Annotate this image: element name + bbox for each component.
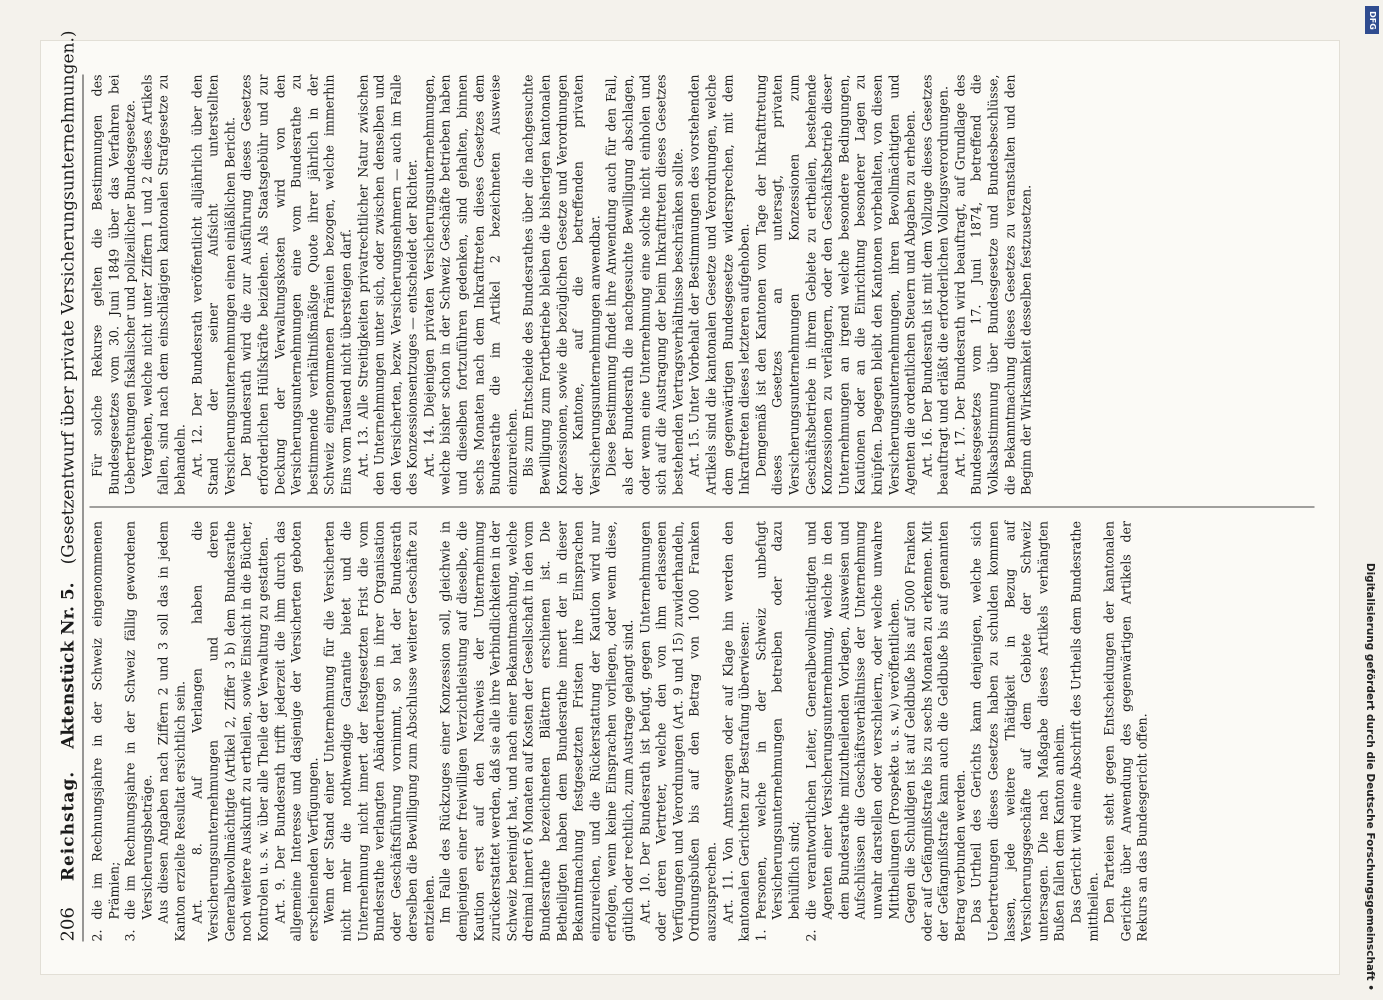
paragraph <box>1102 521 1152 942</box>
right-column <box>90 75 1315 496</box>
paragraph <box>753 521 803 942</box>
text-columns <box>90 75 1315 942</box>
paragraph-text: Vergehen, welche nicht unter Ziffern 1 und 2 dieses Artikels fallen, sind nach dem einschlägigen kantonalen Strafgesetze zu behandeln. <box>139 74 188 495</box>
paragraph <box>952 75 1035 496</box>
paragraph-text: Art. 9. Der Bundesrath trifft jederzeit die ihm durch das allgemeine Interesse und dasjenige der Versicherten geboten erscheinenden Verfügungen. <box>272 521 321 942</box>
digitization-sidebar <box>1359 8 1381 998</box>
paragraph-text: Wenn der Stand einer Unternehmung für die Versicherten nicht mehr die nothwendige Garantie bietet und die Unternehmung nicht innert der festgesetzten Frist die vom Bundesrathe verlangten Abänderungen in ihrer Organisation oder Geschäftsführung vornimmt, so hat der Bundesrath derselben die Bewilligung zum Abschlusse weiterer Geschäfte zu entziehen. <box>321 521 437 942</box>
scanned-page <box>40 30 1340 975</box>
column-divider <box>90 507 1315 508</box>
paragraph-text: Gegen die Schuldigen ist auf Geldbuße bis auf 5000 Franken oder auf Gefängnißstrafe bis zu sechs Monaten zu erkennen. Mit der Gefängnißstrafe kann auch die Geldbuße bis auf genannten Betrag verbunden werden. <box>902 521 968 942</box>
paragraph <box>803 521 903 942</box>
paragraph <box>1069 521 1102 942</box>
paragraph <box>322 521 438 942</box>
paragraph <box>139 75 189 496</box>
paragraph <box>156 521 189 942</box>
paragraph-text: Den Parteien steht gegen Entscheidungen der kantonalen Gerichte über Anwendung des gegenwärtigen Artikels der Rekurs an das Bundesgericht offen. <box>1101 521 1150 942</box>
page-header <box>57 30 84 942</box>
paragraph <box>90 75 140 496</box>
paragraph <box>239 75 355 496</box>
paragraph <box>272 521 322 942</box>
paragraph-text: Bis zum Entscheide des Bundesrathes über die nachgesuchte Bewilligung zum Fortbetriebe bleiben die bisherigen kantonalen Konzessionen, sowie die bezüglichen Gesetze und Verordnungen der Kantone, auf die betreffenden privaten Versicherungsunternehmungen anwendbar. <box>520 74 603 495</box>
digitization-credit: Digitalisierung gefördert durch die Deutsche Forschungsgemeinschaft • <box>1364 562 1376 991</box>
paragraph-text: Art. 12. Der Bundesrath veröffentlicht alljährlich über den Stand der seiner Aufsicht unterstellten Versicherungsunternehmungen einen einläßlichen Bericht. <box>189 74 238 495</box>
paragraph-text: Aus diesen Angaben nach Ziffern 2 und 3 soll das in jedem Kanton erzielte Resultat ersichtlich sein. <box>155 521 188 942</box>
paragraph <box>189 521 272 942</box>
paragraph <box>355 75 421 496</box>
list-number: 2. <box>803 929 819 942</box>
paragraph <box>903 521 969 942</box>
left-column <box>90 521 1315 942</box>
paragraph-text: Demgemäß ist den Kantonen vom Tage der Inkrafttretung dieses Gesetzes an untersagt, privaten Versicherungsunternehmungen Konzessionen zum Geschäftsbetriebe in ihrem Gebiete zu ertheilen, bestehende Konzessionen zu verlängern, oder den Geschäftsbetrieb dieser Unternehmungen an irgend welche besondere Bedingungen, Kautionen oder an die Einrichtung besonderer Lagen zu knüpfen. Dagegen bleibt den Kantonen vorbehalten, von diesen Versicherungsunternehmungen, ihren Bevollmächtigten und Agenten die ordentlichen Steuern und Abgaben zu erheben. <box>753 74 918 495</box>
paragraph <box>189 75 239 496</box>
list-number: 1. <box>753 929 769 942</box>
dfg-logo-text: DFG <box>1367 10 1377 30</box>
rotated-page-content <box>40 30 1340 976</box>
document-number: Aktenstück Nr. 5. <box>58 582 79 749</box>
paragraph-text: die im Rechnungsjahre in der Schweiz fällig gewordenen Versicherungsbeträge. <box>122 521 155 920</box>
list-number: 3. <box>122 929 138 942</box>
paragraph-text: Art. 17. Der Bundesrath wird beauftragt, auf Grundlage des Bundesgesetzes vom 17. Juni 1874, betreffend die Volksabstimmung über Bundesgesetze und Bundesbeschlüsse, die Bekanntmachung dieses Gesetzes zu veranstalten und den Beginn der Wirksamkeit desselben festzusetzen. <box>952 74 1034 495</box>
paragraph <box>637 521 720 942</box>
paragraph-text: Art. 10. Der Bundesrath ist befugt, gegen Unternehmungen oder deren Vertreter, welche den von ihm erlassenen Verfügungen und Verordnungen (Art. 9 und 15) zuwiderhandeln, Ordnungsbußen bis auf den Betrag von 1000 Franken auszusprechen. <box>637 521 719 942</box>
paragraph <box>919 75 952 496</box>
paragraph-text: Für solche Rekurse gelten die Bestimmungen des Bundesgesetzes vom 30. Juni 1849 über das Verfahren bei Uebertretungen fiskalischer und polizeilicher Bundesgesetze. <box>89 74 138 495</box>
paragraph <box>521 75 604 496</box>
paragraph <box>720 521 753 942</box>
paragraph-text: Im Falle des Rückzuges einer Konzession soll, gleichwie in demjenigen einer freiwilligen Verzichtleistung auf dieselbe, die Kaution erst auf den Nachweis der Unternehmung zurückerstattet werden, daß sie alle ihre Verbindlichkeiten in der Schweiz bereinigt hat, und nach einer Bekanntmachung, welche dreimal innert 6 Monaten auf Kosten der Gesellschaft in den vom Bundesrathe bezeichneten Blättern erschienen ist. Die Betheiligten haben dem Bundesrathe innert der in dieser Bekanntmachung festgesetzten Fristen ihre Einsprachen einzureichen, und die Rückerstattung der Kaution wird nur erfolgen, wenn keine Einsprachen vorliegen, oder wenn diese, gütlich oder rechtlich, zum Austrage gelangt sind. <box>437 521 636 942</box>
paragraph <box>90 521 123 942</box>
page-body <box>40 30 1340 976</box>
list-number: 2. <box>89 929 105 942</box>
paragraph-text: Art. 8. Auf Verlangen haben die Versicherungsunternehmungen und deren Generalbevollmächtigte (Artikel 2, Ziffer 3 b) dem Bundesrathe noch weitere Auskunft zu ertheilen, sowie Einsicht in die Bücher, Kontrolen u. s. w. über alle Theile der Verwaltung zu gestatten. <box>189 521 271 942</box>
document-title: (Gesetzentwurf über private Versicherungsunternehmungen.) <box>58 30 79 565</box>
paragraph-text: Personen, welche in der Schweiz unbefugt Versicherungsunternehmungen betreiben oder dazu behülflich sind; <box>753 521 802 920</box>
page-number: 206 <box>57 907 79 942</box>
paragraph-text: Das Gericht wird eine Abschrift des Urtheils dem Bundesrathe mittheilen. <box>1068 521 1101 942</box>
paragraph-text: Das Urtheil des Gerichts kann denjenigen, welche sich Uebertretungen dieses Gesetzes haben zu schulden kommen lassen, jede weitere Thätigkeit in Bezug auf Versicherungsgeschäfte auf dem Gebiete der Schweiz untersagen. Die nach Maßgabe dieses Artikels verhängten Bußen fallen dem Kanton anheim. <box>968 521 1067 942</box>
dfg-logo <box>1365 6 1379 34</box>
paragraph-text: Art. 11. Von Amtswegen oder auf Klage hin werden den kantonalen Gerichten zur Bestrafung überwiesen: <box>720 521 752 942</box>
paragraph-text: Art. 14. Diejenigen privaten Versicherungsunternehmungen, welche bisher schon in der Schweiz Geschäfte betrieben haben und dieselben fortzuführen gedenken, sind gehalten, binnen sechs Monaten nach dem Inkrafttreten dieses Gesetzes dem Bundesrathe die im Artikel 2 bezeichneten Ausweise einzureichen. <box>421 74 520 495</box>
paragraph-text: Der Bundesrath wird die zur Ausführung dieses Gesetzes erforderlichen Hülfskräfte beiziehen. Als Staatsgebühr und zur Deckung der Verwaltungskosten wird von den Versicherungsunternehmungen eine vom Bundesrathe zu bestimmende verhältnißmäßige Quote ihrer jährlich in der Schweiz eingenommenen Prämien bezogen, welche immerhin Eins vom Tausend nicht übersteigen darf. <box>238 74 354 495</box>
paragraph <box>421 75 521 496</box>
paragraph-text: Art. 13. Alle Streitigkeiten privatrechtlicher Natur zwischen den Unternehmungen unter sich, oder zwischen denselben und den Versicherten, bezw. Versicherungsnehmern — auch im Falle des Konzessionsentzuges — entscheidet der Richter. <box>355 74 420 495</box>
paragraph <box>687 75 753 496</box>
paragraph <box>969 521 1069 942</box>
paragraph-text: die verantwortlichen Leiter, Generalbevollmächtigten und Agenten einer Versicherungsunternehmung, welche in den dem Bundesrathe mitzutheilenden Vorlagen, Ausweisen und Aufschlüssen die Geschäftsverhältnisse der Unternehmung unwahr darstellen oder verschleiern, oder welche unwahre Mittheilungen (Prospekte u. s. w.) veröffentlichen. <box>803 521 901 920</box>
paragraph-text: Diese Bestimmung findet ihre Anwendung auch für den Fall, als der Bundesrath die nachgesuchte Bewilligung abschlagen, oder wenn eine Unternehmung eine solche nicht einholen und sich auf die Austragung der beim Inkrafttreten dieses Gesetzes bestehenden Vertragsverhältnisse beschränken sollte. <box>603 74 686 495</box>
paragraph-text: Art. 16. Der Bundesrath ist mit dem Vollzuge dieses Gesetzes beauftragt und erläßt die erforderlichen Vollzugsverordnungen. <box>919 74 951 495</box>
paragraph <box>604 75 687 496</box>
section-title: Reichstag. <box>58 770 79 882</box>
paragraph-text: Art. 15. Unter Vorbehalt der Bestimmungen des vorstehenden Artikels sind die kantonalen Gesetze und Verordnungen, welche dem gegenwärtigen Bundesgesetze widersprechen, mit dem Inkrafttreten dieses letzteren aufgehoben. <box>686 74 752 495</box>
paragraph <box>753 75 919 496</box>
paragraph-text: die im Rechnungsjahre in der Schweiz eingenommenen Prämien; <box>89 521 122 920</box>
paragraph <box>123 521 156 942</box>
paragraph <box>438 521 637 942</box>
